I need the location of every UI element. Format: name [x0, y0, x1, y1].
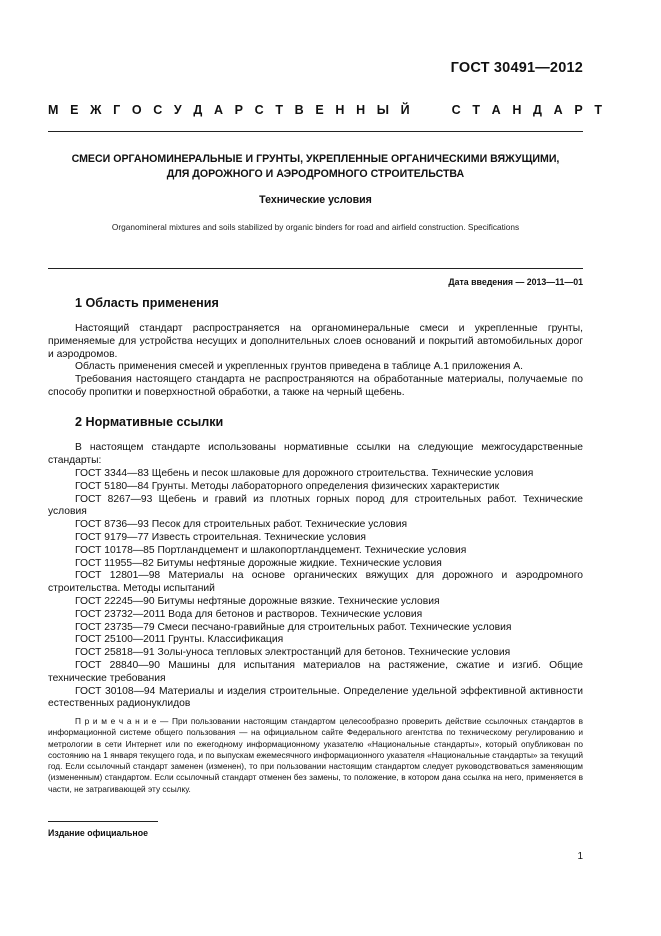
section-2-intro [48, 442, 583, 468]
document-subtitle: Технические условия [259, 194, 372, 206]
reference-item: ГОСТ 23732—2011 Вода для бетонов и растворов. Технические условия [75, 608, 423, 620]
footer-divider [48, 821, 158, 822]
document-title [48, 152, 583, 182]
page-number: 1 [577, 851, 583, 862]
reference-item: ГОСТ 10178—85 Портландцемент и шлакопортландцемент. Технические условия [75, 544, 467, 556]
note-text: — При пользовании настоящим стандартом целесообразно проверить действие ссылочных стандартов в информационной системе общего пользования — на официальном сайте Федерального агентства по техническому регулированию и метрологии в сети Интернет или по ежегодному информационному указателю «Национальные стандарты», который опубликован по состоянию на 1 января текущего года, и по выпускам ежемесячного информационного указателя «Национальные стандарты» за текущий год. Если ссылочный стандарт заменен (изменен), то при пользовании настоящим стандартом следует руководствоваться заменяющим (измененным) стандартом. Если ссылочный стандарт отменен без замены, то положение, в котором дана ссылка на него, применяется в части, не затрагивающей эту ссылку. [48, 716, 583, 794]
reference-item: ГОСТ 5180—84 Грунты. Методы лабораторного определения физических характеристик [75, 480, 500, 492]
reference-item: ГОСТ 9179—77 Известь строительная. Технические условия [75, 531, 366, 543]
note-label: П р и м е ч а н и е [75, 716, 157, 726]
reference-item: ГОСТ 23735—79 Смеси песчано-гравийные для строительных работ. Технические условия [75, 621, 512, 633]
paragraph: Настоящий стандарт распространяется на органоминеральные смеси и укрепленные грунты, применяемые для устройства несущих и дополнительных слоев оснований и покрытий автомобильных дорог и аэродромов. [48, 323, 583, 360]
reference-item: ГОСТ 30108—94 Материалы и изделия строительные. Определение удельной эффективной активности естественных радионуклидов [48, 685, 583, 710]
reference-item: ГОСТ 8267—93 Щебень и гравий из плотных горных пород для строительных работ. Технические условия [48, 493, 583, 518]
edition-label: Издание официальное [48, 828, 148, 838]
reference-item: ГОСТ 8736—93 Песок для строительных работ. Технические условия [75, 519, 408, 531]
reference-item: ГОСТ 11955—82 Битумы нефтяные дорожные жидкие. Технические условия [75, 557, 442, 569]
paragraph: Область применения смесей и укрепленных грунтов приведена в таблице А.1 приложения А. [75, 361, 523, 373]
section-2-heading: 2 Нормативные ссылки [75, 415, 224, 429]
note-block [48, 716, 583, 795]
effective-date: Дата введения — 2013—11—01 [448, 277, 583, 287]
english-title: Organomineral mixtures and soils stabilized by organic binders for road and airfield construction. Specifications [111, 222, 520, 232]
bottom-divider [48, 268, 583, 269]
reference-item: ГОСТ 22245—90 Битумы нефтяные дорожные вязкие. Технические условия [75, 595, 440, 607]
references-list [48, 468, 583, 711]
section-1-heading: 1 Область применения [75, 296, 219, 310]
section-1-body [48, 323, 583, 400]
reference-item: ГОСТ 25818—91 Золы-уноса тепловых электростанций для бетонов. Технические условия [75, 647, 511, 659]
reference-item: ГОСТ 12801—98 Материалы на основе органических вяжущих для дорожного и аэродромного строительства. Методы испытаний [48, 570, 583, 595]
standard-type-text: М Е Ж Г О С У Д А Р С Т В Е Н Н Ы Й С Т А Н Д А Р Т [48, 103, 607, 117]
note-paragraph [48, 716, 583, 795]
paragraph: В настоящем стандарте использованы нормативные ссылки на следующие межгосударственные стандарты: [48, 442, 583, 466]
reference-item: ГОСТ 3344—83 Щебень и песок шлаковые для дорожного строительства. Технические условия [75, 468, 534, 479]
standard-type-heading [48, 103, 607, 117]
gost-number: ГОСТ 30491—2012 [450, 60, 583, 76]
paragraph: Требования настоящего стандарта не распространяются на обработанные материалы, получаемые по способу пропитки и поверхностной обработки, а также на черный щебень. [48, 374, 583, 398]
title-line-2: ДЛЯ ДОРОЖНОГО И АЭРОДРОМНОГО СТРОИТЕЛЬСТВА [166, 168, 465, 180]
reference-item: ГОСТ 25100—2011 Грунты. Классификация [75, 634, 284, 646]
title-line-1: СМЕСИ ОРГАНОМИНЕРАЛЬНЫЕ И ГРУНТЫ, УКРЕПЛЕННЫЕ ОРГАНИЧЕСКИМИ ВЯЖУЩИМИ, [71, 153, 560, 165]
reference-item: ГОСТ 28840—90 Машины для испытания материалов на растяжение, сжатие и изгиб. Общие технические требования [48, 659, 583, 684]
top-divider [48, 131, 583, 132]
